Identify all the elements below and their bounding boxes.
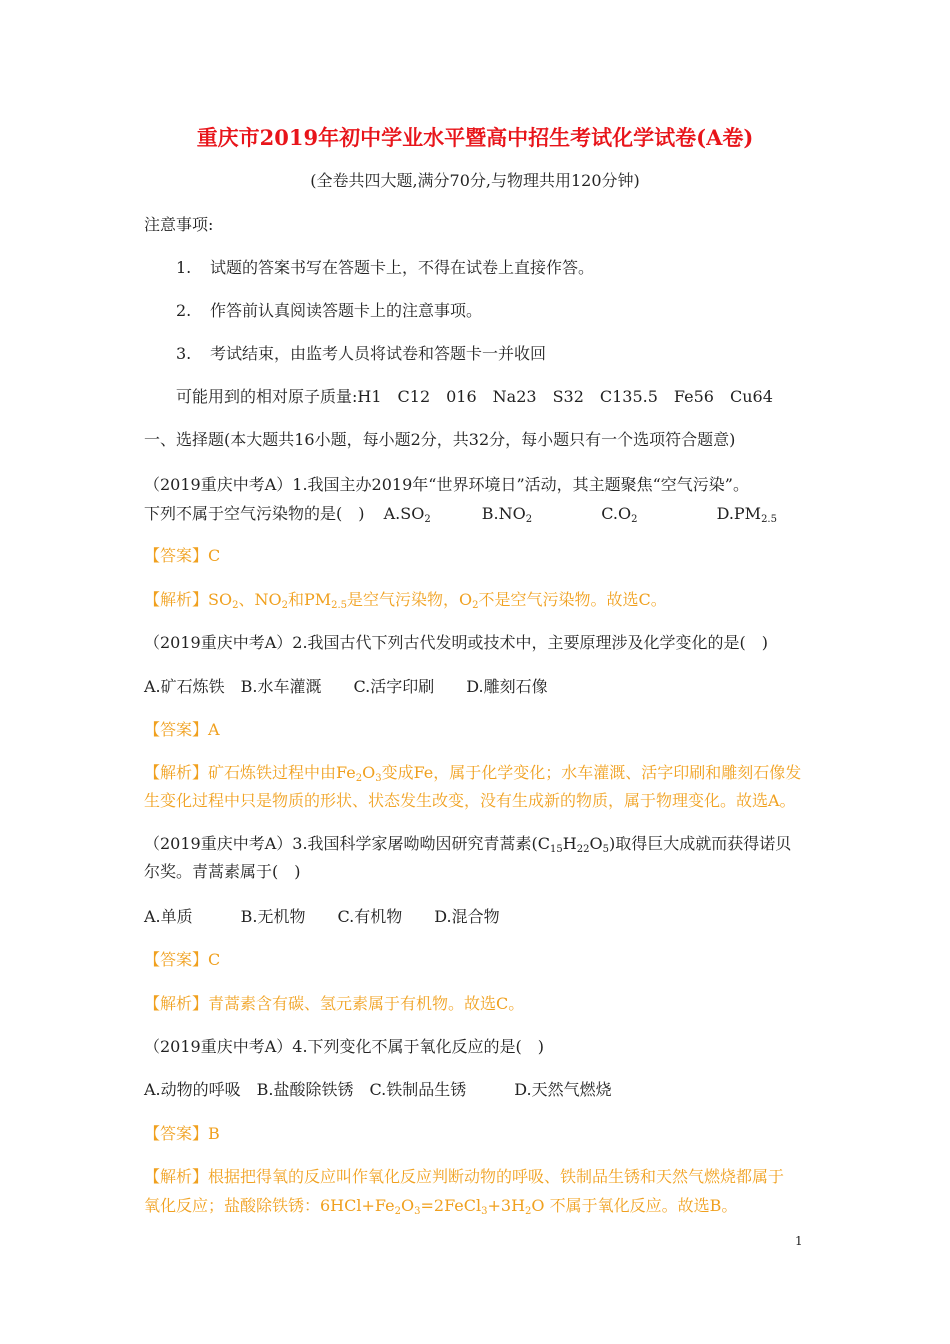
exam-subtitle: (全卷共四大题,满分70分,与物理共用120分钟) <box>310 171 640 190</box>
page-number: 1 <box>795 1234 803 1248</box>
note-item <box>176 257 594 279</box>
question-2-line-1: （2019重庆中考A）2.我国古代下列古代发明或技术中，主要原理涉及化学变化的是( ) <box>144 633 769 652</box>
notes-heading: 注意事项: <box>144 215 214 234</box>
question-4-line-1: （2019重庆中考A）4.下列变化不属于氧化反应的是( ) <box>144 1037 545 1056</box>
note-text: 考试结束，由监考人员将试卷和答题卡一并收回 <box>210 344 547 363</box>
question-2-options: A.矿石炼铁 B.水车灌溉 C.活字印刷 D.雕刻石像 <box>144 677 548 696</box>
note-text: 试题的答案书写在答题卡上，不得在试卷上直接作答。 <box>210 258 595 277</box>
note-item <box>176 300 482 322</box>
note-number: 3. <box>176 344 192 363</box>
option-d: $D.PM_{2.5}$ <box>716 504 777 525</box>
section-heading: 一、选择题(本大题共16小题，每小题2分，共32分，每小题只有一个选项符合题意) <box>144 430 736 449</box>
note-number: 2. <box>176 301 192 320</box>
note-number: 1. <box>176 258 192 277</box>
note-text: 作答前认真阅读答题卡上的注意事项。 <box>210 301 483 320</box>
option-a: $A.SO_2$ <box>383 504 431 525</box>
analysis-2-line-2: 生变化过程中只是物质的形状、状态发生改变，没有生成新的物质，属于物理变化。故选A。 <box>144 791 796 810</box>
analysis-4-line-1: 【解析】根据把得氧的反应叫作氧化反应判断动物的呼吸、铁制品生锈和天然气燃烧都属于 <box>144 1167 785 1186</box>
question-1-line-2 <box>144 503 777 531</box>
analysis-3: 【解析】青蒿素含有碳、氢元素属于有机物。故选C。 <box>144 994 525 1013</box>
option-b: $B.NO_2$ <box>481 504 533 525</box>
question-3-line-2: 尔奖。青蒿素属于( ) <box>144 862 301 881</box>
note-item <box>176 343 546 365</box>
question-1-stem: 下列不属于空气污染物的是( ) <box>144 504 365 523</box>
question-3-options: A.单质 B.无机物 C.有机物 D.混合物 <box>144 907 500 926</box>
option-c: $C.O_2$ <box>601 504 638 525</box>
answer-4: 【答案】B <box>144 1124 220 1143</box>
analysis-2-line-1: 【解析】矿石炼铁过程中由$Fe_2O_3$变成Fe，属于化学变化；水车灌溉、活字印刷和雕刻石像发 <box>144 763 802 784</box>
answer-3: 【答案】C <box>144 950 221 969</box>
atomic-mass-line: 可能用到的相对原子质量:H1 C12 016 Na23 S32 C135.5 Fe56 Cu64 <box>176 387 773 406</box>
analysis-1: 【解析】$SO_2$、$NO_2$和$PM_{2.5}$是空气污染物，$O_2$不是空气污染物。故选C。 <box>144 590 667 611</box>
question-4-options: A.动物的呼吸 B.盐酸除铁锈 C.铁制品生锈 D.天然气燃烧 <box>144 1080 612 1099</box>
exam-title: 重庆市2019年初中学业水平暨高中招生考试化学试卷(A卷) <box>196 125 754 150</box>
analysis-4-line-2: 氧化反应；盐酸除铁锈：$6HCl+Fe_2O_3=2FeCl_3+3H_2O$ 不属于氧化反应。故选B。 <box>144 1196 738 1217</box>
question-3-line-1: （2019重庆中考A）3.我国科学家屠呦呦因研究青蒿素$(C_{15}H_{22}O_5)$取得巨大成就而获得诺贝 <box>144 834 792 855</box>
question-1-line-1: （2019重庆中考A）1.我国主办2019年“世界环境日”活动，其主题聚焦“空气污染”。 <box>144 475 749 494</box>
answer-2: 【答案】A <box>144 720 220 739</box>
answer-1: 【答案】C <box>144 546 221 565</box>
